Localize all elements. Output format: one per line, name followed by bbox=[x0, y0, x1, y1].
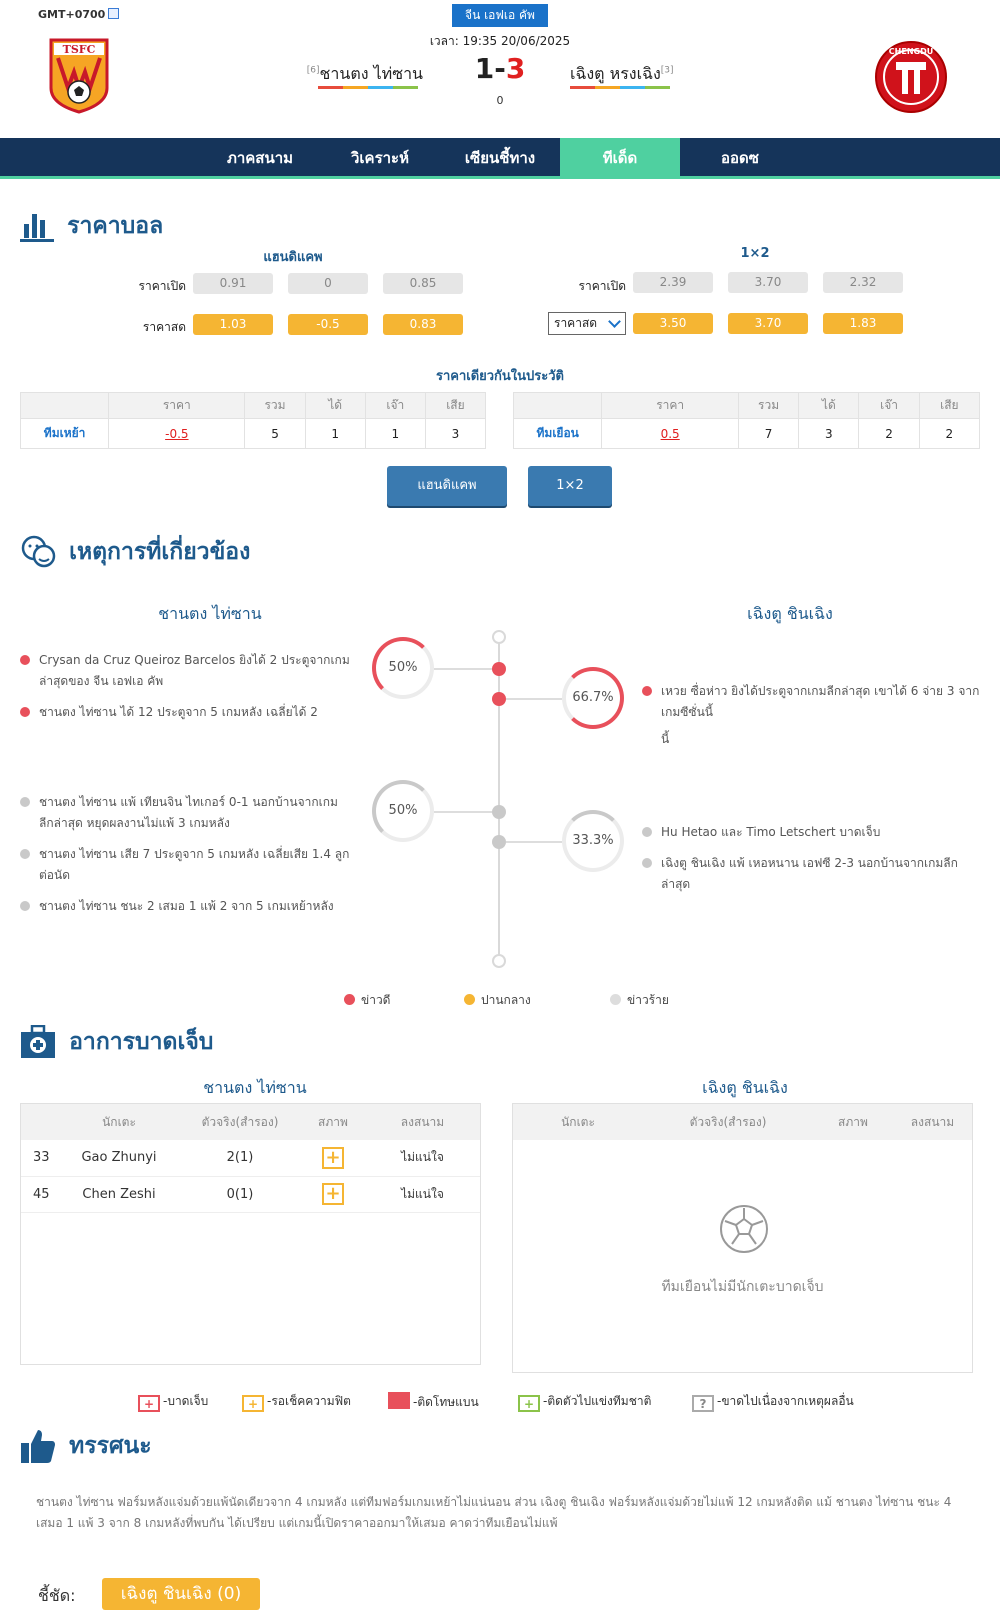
handicap-label: แฮนดิแคพ bbox=[263, 250, 323, 265]
timeline-connector bbox=[434, 668, 492, 670]
col-win: ได้ bbox=[799, 393, 859, 419]
odds-title: ราคาบอล bbox=[67, 213, 164, 239]
col-apps: ตัวจริง(สำรอง) bbox=[179, 1104, 301, 1140]
doubtful-icon: + bbox=[322, 1183, 344, 1205]
timeline-node-good bbox=[492, 662, 506, 676]
away-row-win: 3 bbox=[799, 419, 859, 449]
away-bad-percent: 33.3% bbox=[562, 810, 624, 872]
table-row bbox=[21, 1140, 480, 1176]
thumbs-up-icon bbox=[20, 1428, 56, 1464]
handicap-live-home[interactable]: 1.03 bbox=[193, 314, 273, 335]
col-loss: เสีย bbox=[919, 393, 979, 419]
event-item: ชานตง ไท่ซาน ได้ 12 ประตูจาก 5 เกมหลัง เฉลี่ยได้ 2 bbox=[20, 702, 352, 723]
event-item: เฉิงตู ชินเฉิง แพ้ เหอหนาน เอฟซี 2-3 นอกบ้านจากเกมลีกล่าสุด bbox=[642, 853, 982, 895]
timeline-node-bottom bbox=[492, 954, 506, 968]
home-row-loss: 3 bbox=[425, 419, 485, 449]
away-row-price[interactable]: 0.5 bbox=[602, 419, 739, 449]
event-item: ชานตง ไท่ซาน เสีย 7 ประตูจาก 5 เกมหลัง เฉลี่ยเสีย 1.4 ลูกต่อนัด bbox=[20, 844, 352, 886]
timeline-node-bad bbox=[492, 835, 506, 849]
nav-analysis[interactable]: วิเคราะห์ bbox=[350, 149, 409, 167]
home-history-table bbox=[20, 392, 486, 449]
col-status: สภาพ bbox=[813, 1104, 893, 1140]
home-row-draw: 1 bbox=[365, 419, 425, 449]
player-name[interactable]: Gao Zhunyi bbox=[59, 1140, 179, 1176]
event-item: ชานตง ไท่ซาน ชนะ 2 เสมอ 1 แพ้ 2 จาก 5 เกมเหย้าหลัง bbox=[20, 896, 352, 917]
good-news-dot bbox=[642, 686, 652, 696]
handicap-open-line[interactable]: 0 bbox=[288, 273, 368, 294]
col-draw: เจ๊า bbox=[365, 393, 425, 419]
event-item: Hu Hetao และ Timo Letschert บาดเจ็บ bbox=[642, 822, 982, 843]
handicap-live-line[interactable]: -0.5 bbox=[288, 314, 368, 335]
away-good-percent: 66.7% bbox=[562, 667, 624, 729]
away-row-label: ทีมเยือน bbox=[514, 419, 602, 449]
x12-live-select[interactable]: ราคาสด bbox=[548, 312, 626, 335]
handicap-live-label: ราคาสด bbox=[142, 320, 186, 334]
col-price: ราคา bbox=[109, 393, 245, 419]
handicap-live-away[interactable]: 0.83 bbox=[383, 314, 463, 335]
handicap-button[interactable]: แฮนดิแคพ bbox=[387, 466, 507, 506]
event-item: เหวย ซื่อห่าว ยิงได้ประตูจากเกมลีกล่าสุด เขาได้ 6 จ่าย 3 จากเกมซีซั่นนี้ bbox=[642, 681, 982, 723]
player-apps: 2(1) bbox=[179, 1140, 301, 1176]
player-number: 45 bbox=[21, 1176, 59, 1212]
col-loss: เสีย bbox=[425, 393, 485, 419]
nav-experts[interactable]: เซียนชี้ทาง bbox=[464, 149, 536, 167]
table-row bbox=[21, 419, 486, 449]
home-bad-percent: 50% bbox=[372, 780, 434, 842]
good-news-dot bbox=[20, 655, 30, 665]
col-total: รวม bbox=[245, 393, 305, 419]
legend-neutral: ปานกลาง bbox=[464, 991, 531, 1010]
home-row-win: 1 bbox=[305, 419, 365, 449]
chevron-down-icon bbox=[608, 315, 621, 328]
away-history-table bbox=[513, 392, 980, 449]
events-home-team: ชานตง ไท่ซาน bbox=[158, 604, 262, 623]
col-played: ลงสนาม bbox=[365, 1104, 480, 1140]
col-total: รวม bbox=[738, 393, 798, 419]
bad-news-dot bbox=[642, 827, 652, 837]
bad-news-dot bbox=[20, 901, 30, 911]
opinion-title: ทรรศนะ bbox=[69, 1433, 152, 1459]
timeline-node-bad bbox=[492, 805, 506, 819]
col-apps: ตัวจริง(สำรอง) bbox=[643, 1104, 813, 1140]
handicap-open-label: ราคาเปิด bbox=[138, 279, 186, 293]
timeline-connector bbox=[506, 698, 562, 700]
timeline-connector bbox=[506, 841, 562, 843]
injury-title: อาการบาดเจ็บ bbox=[69, 1029, 214, 1055]
player-name[interactable]: Chen Zeshi bbox=[59, 1176, 179, 1212]
injury-section-header bbox=[20, 1024, 213, 1060]
football-icon bbox=[719, 1204, 769, 1254]
legend-other: ? -ขาดไปเนื่องจากเหตุผลอื่น bbox=[692, 1392, 854, 1412]
question-icon: ? bbox=[692, 1395, 714, 1412]
x12-live-home[interactable]: 3.50 bbox=[633, 313, 713, 334]
player-number: 33 bbox=[21, 1140, 59, 1176]
home-form-stripe bbox=[318, 86, 418, 89]
home-row-total: 5 bbox=[245, 419, 305, 449]
away-team-name[interactable]: เฉิงตู หรงเฉิง[3] bbox=[570, 64, 674, 83]
x12-label: 1×2 bbox=[740, 246, 770, 261]
away-team-logo[interactable] bbox=[874, 40, 948, 114]
match-time: เวลา: 19:35 20/06/2025 bbox=[429, 34, 571, 48]
calendar-icon bbox=[108, 8, 119, 19]
main-nav bbox=[0, 138, 1000, 179]
x12-open-away[interactable]: 2.32 bbox=[823, 272, 903, 293]
legend-injured: + -บาดเจ็บ bbox=[138, 1392, 208, 1412]
away-injury-box bbox=[512, 1103, 973, 1373]
nav-field[interactable]: ภาคสนาม bbox=[226, 149, 294, 167]
handicap-open-away[interactable]: 0.85 bbox=[383, 273, 463, 294]
nav-odds[interactable]: ออดซ bbox=[721, 149, 759, 167]
national-team-icon: + bbox=[518, 1395, 540, 1412]
home-injury-box bbox=[20, 1103, 481, 1365]
events-away-team: เฉิงตู ชินเฉิง bbox=[747, 604, 833, 623]
faces-icon bbox=[20, 534, 56, 570]
col-status: สภาพ bbox=[301, 1104, 365, 1140]
timeline-node-top bbox=[492, 630, 506, 644]
timeline-connector bbox=[434, 811, 492, 813]
col-player: นักเตะ bbox=[59, 1104, 179, 1140]
away-row-draw: 2 bbox=[859, 419, 919, 449]
x12-live-away[interactable]: 1.83 bbox=[823, 313, 903, 334]
opinion-section-header bbox=[20, 1428, 152, 1464]
legend-bad: ข่าวร้าย bbox=[610, 991, 669, 1010]
medical-kit-icon bbox=[20, 1025, 56, 1059]
away-logo-text: CHENGDU bbox=[888, 47, 934, 56]
handicap-open-home[interactable]: 0.91 bbox=[193, 273, 273, 294]
legend-fitness: + -รอเช็คความฟิต bbox=[242, 1392, 351, 1412]
timezone[interactable]: GMT+0700 bbox=[38, 8, 119, 21]
bad-news-dot bbox=[20, 797, 30, 807]
events-section-header bbox=[20, 534, 250, 570]
odds-section-header bbox=[20, 208, 163, 244]
neutral-dot-icon bbox=[464, 994, 475, 1005]
away-row-loss: 2 bbox=[919, 419, 979, 449]
player-status: ไม่แน่ใจ bbox=[365, 1176, 480, 1212]
home-team-logo[interactable] bbox=[48, 38, 110, 114]
score: 1-3 bbox=[474, 52, 526, 85]
event-item: ชานตง ไท่ซาน แพ้ เทียนจิน ไทเกอร์ 0-1 นอกบ้านจากเกมลีกล่าสุด หยุดผลงานไม่แพ้ 3 เกมหลัง bbox=[20, 792, 352, 834]
table-row bbox=[21, 1176, 480, 1212]
bar-chart-icon bbox=[20, 210, 54, 242]
events-title: เหตุการที่เกี่ยวข้อง bbox=[69, 539, 251, 565]
bad-dot-icon bbox=[610, 994, 621, 1005]
doubtful-icon: + bbox=[322, 1147, 344, 1169]
timeline-line bbox=[498, 636, 500, 962]
bad-news-dot bbox=[20, 849, 30, 859]
home-good-percent: 50% bbox=[372, 637, 434, 699]
competition-badge[interactable]: จีน เอฟเอ คัพ bbox=[452, 4, 548, 27]
away-row-total: 7 bbox=[738, 419, 798, 449]
pick-label: ชี้ชัด: bbox=[38, 1586, 76, 1605]
home-row-label: ทีมเหย้า bbox=[21, 419, 109, 449]
event-item: Crysan da Cruz Queiroz Barcelos ยิงได้ 2 ประตูจากเกมล่าสุดของ จีน เอฟเอ คัพ bbox=[20, 650, 352, 692]
player-status: ไม่แน่ใจ bbox=[365, 1140, 480, 1176]
suspended-icon bbox=[388, 1392, 410, 1409]
injury-home-team: ชานตง ไท่ซาน bbox=[203, 1078, 307, 1097]
col-played: ลงสนาม bbox=[893, 1104, 972, 1140]
col-player: นักเตะ bbox=[513, 1104, 643, 1140]
x12-button[interactable]: 1×2 bbox=[528, 466, 612, 506]
home-team-name[interactable]: [6]ชานตง ไท่ซาน bbox=[306, 64, 423, 83]
pick-badge[interactable]: เฉิงตู ชินเฉิง (0) bbox=[102, 1578, 260, 1610]
away-injury-table bbox=[513, 1104, 972, 1140]
away-form-stripe bbox=[570, 86, 670, 89]
home-logo-text: TSFC bbox=[62, 43, 96, 56]
x12-open-label: ราคาเปิด bbox=[578, 279, 626, 293]
col-price: ราคา bbox=[602, 393, 739, 419]
home-row-price[interactable]: -0.5 bbox=[109, 419, 245, 449]
fitness-icon: + bbox=[242, 1395, 264, 1412]
away-no-injury-text: ทีมเยือนไม่มีนักเตะบาดเจ็บ bbox=[661, 1279, 824, 1295]
col-win: ได้ bbox=[305, 393, 365, 419]
good-dot-icon bbox=[344, 994, 355, 1005]
history-title: ราคาเดียวกันในประวัติ bbox=[435, 369, 565, 384]
timeline-node-good bbox=[492, 692, 506, 706]
legend-good: ข่าวดี bbox=[344, 991, 390, 1010]
x12-open-draw[interactable]: 3.70 bbox=[728, 272, 808, 293]
half-time-score: 0 bbox=[496, 94, 504, 107]
legend-national: + -ติดตัวไปแข่งทีมชาติ bbox=[518, 1392, 651, 1412]
bad-news-dot bbox=[642, 858, 652, 868]
player-apps: 0(1) bbox=[179, 1176, 301, 1212]
x12-open-home[interactable]: 2.39 bbox=[633, 272, 713, 293]
injured-icon: + bbox=[138, 1395, 160, 1412]
x12-live-draw[interactable]: 3.70 bbox=[728, 313, 808, 334]
good-news-dot bbox=[20, 707, 30, 717]
legend-suspended: -ติดโทษแบน bbox=[388, 1392, 479, 1412]
home-injury-table bbox=[21, 1104, 480, 1213]
event-item-continued: นี้ bbox=[661, 732, 670, 746]
opinion-text: ชานตง ไท่ซาน ฟอร์มหลังแจ่มด้วยแพ้นัดเดียวจาก 4 เกมหลัง แต่ทีมฟอร์มเกมเหย้าไม่แน่นอน ส่วน เฉิงตู ชินเฉิง ฟอร์มหลังแจ่มด้วยไม่แพ้ 12 เกมหลังติด แม้ ชานตง ไท่ซาน ชนะ 4 เสมอ 1 แพ้ 3 จาก 8 เกมหลังที่พบกัน ได้เปรียบ แต่เกมนี้เปิดราคาออกมาให้เสมอ คาดว่าทีมเยือนไม่แพ้ bbox=[36, 1495, 952, 1530]
injury-away-team: เฉิงตู ชินเฉิง bbox=[702, 1078, 788, 1097]
col-draw: เจ๊า bbox=[859, 393, 919, 419]
nav-tips[interactable]: ทีเด็ด bbox=[560, 138, 680, 179]
table-row bbox=[514, 419, 980, 449]
